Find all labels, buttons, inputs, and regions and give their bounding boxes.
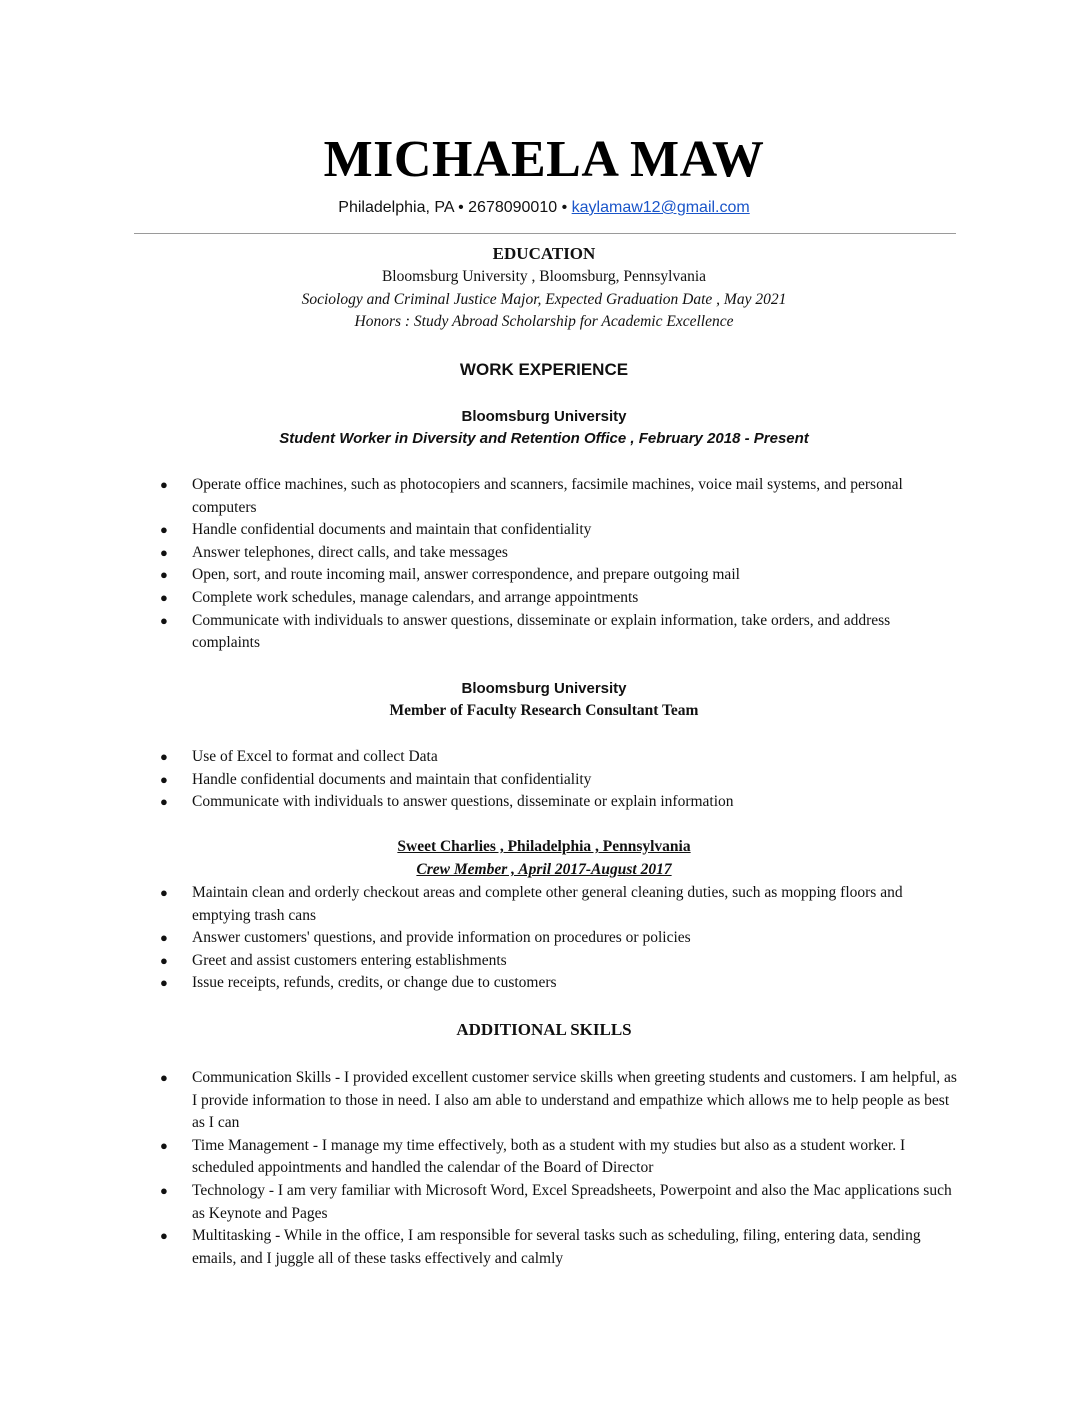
education-school: Bloomsburg University , Bloomsburg, Pennsylvania [381,268,707,285]
job-title: Crew Member , April 2017-August 2017 [416,861,672,878]
list-item: ● Operate office machines, such as photocopiers and scanners, facsimile machines, voice mail systems, and personal computers [160,476,903,516]
list-item: ● Technology - I am very familiar with Microsoft Word, Excel Spreadsheets, Powerpoint and also the Mac applications such as Keynote and Pages [160,1181,952,1222]
bullet-icon: ● [160,477,168,492]
job-title: Student Worker in Diversity and Retention Office , February 2018 - Present [279,430,809,447]
resume-name: MICHAELA MAW [323,131,765,188]
contact-line [0,197,1088,219]
bullet-icon: ● [160,952,168,968]
separator: • [458,199,464,216]
list-item: ● Complete work schedules, manage calendars, and arrange appointments [0,587,1088,610]
job-duties-list [0,746,1088,814]
bullet-icon: ● [160,544,168,560]
list-item: ● Issue receipts, refunds, credits, or change due to customers [0,972,1088,995]
bullet-icon: ● [160,749,168,764]
education-heading: EDUCATION [492,244,596,263]
bullet-icon: ● [160,567,168,583]
list-item: ● Multitasking - While in the office, I am responsible for several tasks such as scheduling, filing, entering data, sending emails, and I juggle all of these tasks effectively and calmly [160,1227,921,1267]
email-link[interactable]: kaylamaw12@gmail.com [571,199,750,216]
list-item: ● Communication Skills - I provided excellent customer service skills when greeting students and customers. I am helpful, as I provide information to those in need. I also am able to understand and empathize which allows me to help people as best as I can [160,1069,957,1132]
job-duties-list [0,474,1088,655]
list-item: ● Greet and assist customers entering establishments [0,950,1088,973]
bullet-icon: ● [160,522,168,538]
bullet-icon: ● [160,975,168,991]
bullet-icon: ● [160,771,168,787]
skills-heading: ADDITIONAL SKILLS [456,1020,632,1039]
list-item: ● Handle confidential documents and maintain that confidentiality [0,769,1088,792]
bullet-icon: ● [160,885,168,900]
list-item: ● Maintain clean and orderly checkout areas and complete other general cleaning duties, such as mopping floors and emptying trash cans [160,884,903,924]
list-item: ● Open, sort, and route incoming mail, answer correspondence, and prepare outgoing mail [0,564,1088,587]
bullet-icon: ● [160,794,168,810]
job-employer: Sweet Charlies , Philadelphia , Pennsylvania [397,838,691,855]
list-item: ● Communicate with individuals to answer questions, disseminate or explain information, take orders, and address complaints [160,611,891,652]
header-divider [134,233,956,234]
list-item: ● Use of Excel to format and collect Data [0,746,1088,769]
job-title: Member of Faculty Research Consultant Team [389,702,699,719]
list-item: ● Handle confidential documents and maintain that confidentiality [0,519,1088,542]
bullet-icon: ● [160,589,168,605]
list-item: ● Answer customers' questions, and provide information on procedures or policies [0,927,1088,950]
bullet-icon: ● [160,1070,168,1085]
education-major: Sociology and Criminal Justice Major, Expected Graduation Date , May 2021 [301,291,787,308]
separator: • [561,199,568,216]
bullet-icon: ● [160,1137,168,1153]
skills-list [0,1067,1088,1270]
education-honors: Honors : Study Abroad Scholarship for Academic Excellence [354,313,734,330]
job-duties-list [0,882,1088,995]
bullet-icon: ● [160,1182,168,1198]
work-heading: WORK EXPERIENCE [459,360,629,379]
job-employer: Bloomsburg University [461,408,627,425]
bullet-icon: ● [160,1228,168,1244]
list-item: ● Answer telephones, direct calls, and take messages [0,542,1088,565]
list-item: ● Time Management - I manage my time effectively, both as a student with my studies but also as a student worker. I scheduled appointments and handled the calendar of the Board of Director [160,1136,906,1177]
bullet-icon: ● [160,930,168,946]
job-employer: Bloomsburg University [461,680,627,697]
list-item: ● Communicate with individuals to answer questions, disseminate or explain information [0,791,1088,814]
phone: 2678090010 [468,199,558,216]
location: Philadelphia, PA [338,199,454,216]
bullet-icon: ● [160,612,168,628]
